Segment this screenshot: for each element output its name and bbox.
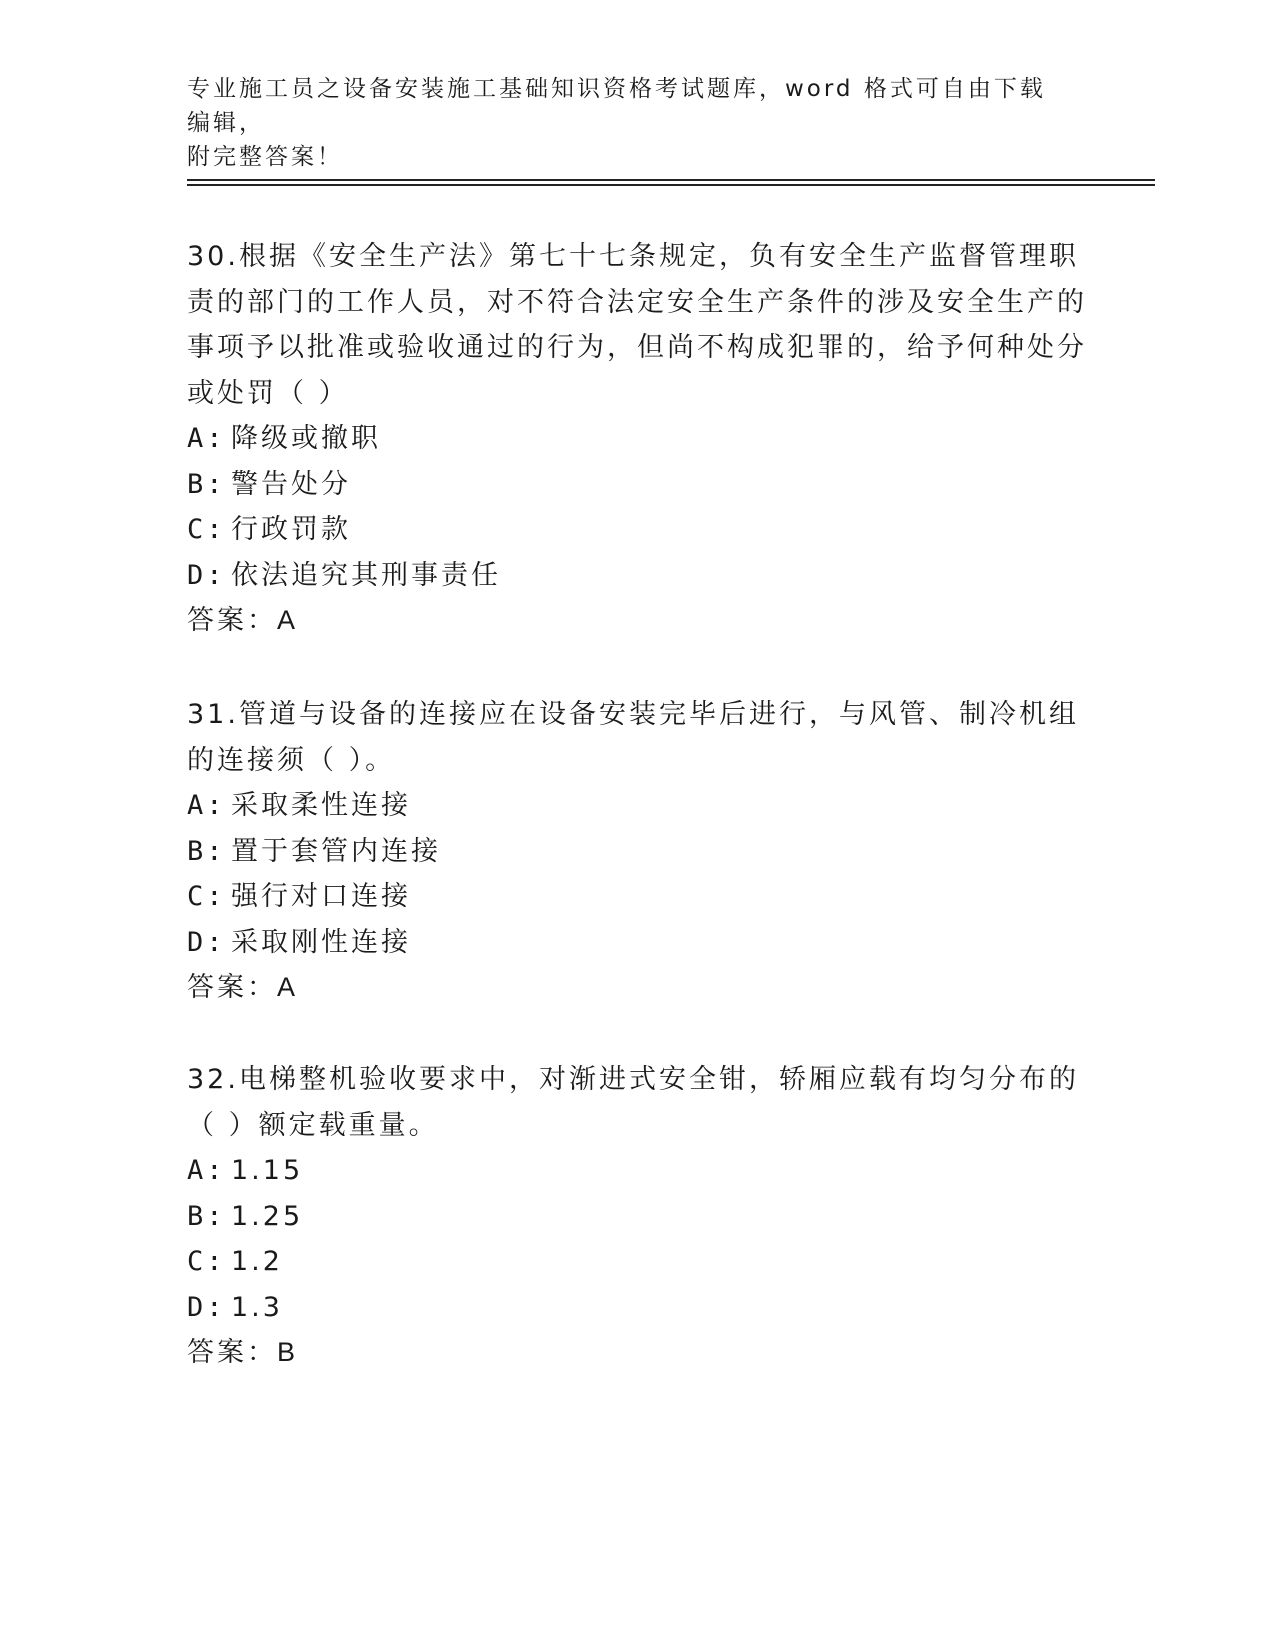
option-key: D: [187,559,226,591]
option-key: C: [187,514,226,545]
option-d [187,553,1087,599]
option-key: C: [187,1246,226,1277]
option-text: 采取刚性连接 [231,926,411,958]
option-key: D: [187,926,226,958]
option-key: A: [187,790,226,821]
header-divider-top [187,179,1155,181]
option-b [187,462,1087,508]
option-key: B: [187,835,226,867]
answer-label: 答案： [187,972,277,1003]
option-text: 置于套管内连接 [231,835,441,867]
answer-label: 答案： [187,605,277,636]
question-text: 30.根据《安全生产法》第七十七条规定，负有安全生产监督管理职责的部门的工作人员，对不符合法定安全生产条件的涉及安全生产的事项予以批准或验收通过的行为，但尚不构成犯罪的，给予何种处分或处罚（ ） [187,241,1087,409]
question-32 [187,1057,1087,1376]
option-b [187,1194,1087,1240]
option-text: 1.15 [231,1155,304,1186]
option-d [187,1285,1087,1331]
option-a [187,1148,1087,1194]
answer-value: A [277,972,296,1002]
option-a [187,783,1087,829]
option-text: 1.25 [231,1200,304,1232]
header-line-2: 附完整答案！ [187,144,343,170]
option-text: 降级或撤职 [231,423,381,454]
header-divider-bottom [187,184,1155,186]
option-b [187,829,1087,875]
answer-label: 答案： [187,1337,277,1368]
option-key: C: [187,881,226,912]
option-key: A: [187,1155,226,1186]
option-a [187,416,1087,462]
header-line-1: 专业施工员之设备安装施工基础知识资格考试题库，word 格式可自由下载编辑， [187,76,1046,136]
answer-line [187,1330,1087,1376]
answer-value: A [277,605,296,635]
option-key: B: [187,468,226,500]
question-30 [187,234,1087,644]
option-key: A: [187,423,226,454]
option-d [187,920,1087,966]
question-31 [187,692,1087,1011]
option-c [187,507,1087,553]
option-text: 采取柔性连接 [231,790,411,821]
document-header [187,72,1067,174]
question-text: 32.电梯整机验收要求中，对渐进式安全钳，轿厢应载有均匀分布的（ ）额定载重量。 [187,1064,1079,1141]
option-text: 行政罚款 [231,514,351,545]
option-text: 警告处分 [231,468,351,500]
answer-line [187,598,1087,644]
option-c [187,1239,1087,1285]
question-text: 31.管道与设备的连接应在设备安装完毕后进行，与风管、制冷机组的连接须（ ）。 [187,699,1079,776]
option-text: 1.3 [231,1291,283,1323]
answer-value: B [277,1337,296,1367]
option-c [187,874,1087,920]
option-text: 强行对口连接 [231,881,411,912]
option-text: 依法追究其刑事责任 [231,559,501,591]
option-key: B: [187,1200,226,1232]
answer-line [187,965,1087,1011]
option-key: D: [187,1291,226,1323]
option-text: 1.2 [231,1246,283,1277]
